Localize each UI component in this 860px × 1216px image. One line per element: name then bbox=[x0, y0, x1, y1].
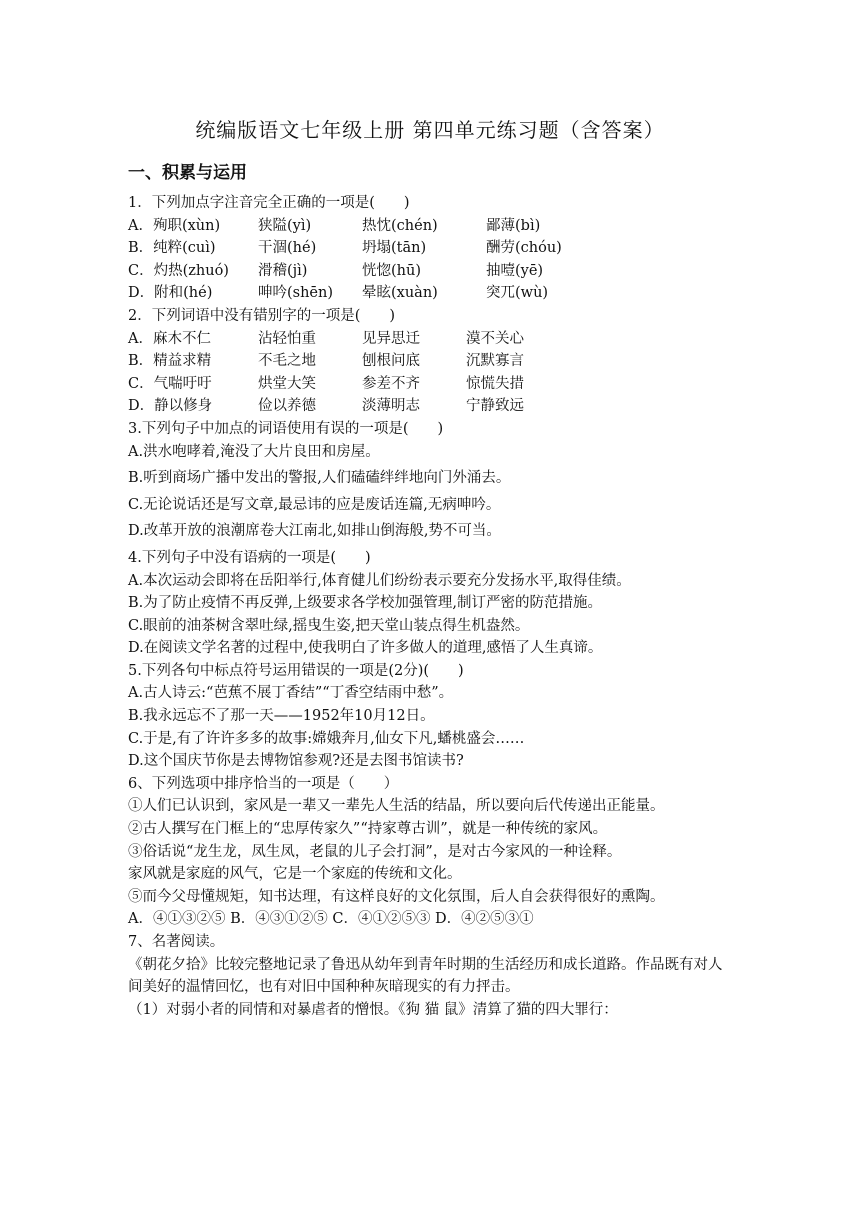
q1-b-2: 干涸(hé) bbox=[258, 240, 317, 257]
page-title: 统编版语文七年级上册 第四单元练习题（含答案） bbox=[195, 118, 665, 142]
q2-a-1: A．麻木不仁 bbox=[128, 330, 211, 347]
q2-d-4: 宁静致远 bbox=[466, 398, 524, 415]
q7-paragraph: 《朝花夕拾》比较完整地记录了鲁迅从幼年到青年时期的生活经历和成长道路。作品既有对人间美好的温情回忆，也有对旧中国种种灰暗现实的有力抨击。 bbox=[128, 956, 723, 996]
q1-d-4: 突兀(wù) bbox=[486, 285, 549, 302]
q5-option-a: A.古人诗云:“芭蕉不展丁香结”“丁香空结雨中愁”。 bbox=[128, 685, 454, 702]
q3-option-b: B.听到商场广播中发出的警报,人们磕磕绊绊地向门外涌去。 bbox=[128, 470, 511, 487]
q2-b-3: 刨根问底 bbox=[362, 353, 420, 370]
q2-c-2: 烘堂大笑 bbox=[258, 375, 316, 392]
q2-a-3: 见异思迁 bbox=[362, 330, 420, 347]
q4-option-c: C.眼前的油茶树含翠吐绿,摇曳生姿,把天堂山装点得生机盎然。 bbox=[128, 617, 530, 634]
q1-b-3: 坍塌(tān) bbox=[362, 240, 427, 257]
q2-option-row bbox=[128, 350, 736, 373]
q5-option-c: C.于是,有了许许多多的故事:嫦娥奔月,仙女下凡,蟠桃盛会…… bbox=[128, 730, 525, 747]
q1-b-4: 酬劳(chóu) bbox=[486, 240, 562, 257]
question-6-stem: 6、下列选项中排序恰当的一项是（ ） bbox=[128, 775, 399, 792]
q2-c-4: 惊慌失措 bbox=[466, 375, 524, 392]
q2-d-3: 淡薄明志 bbox=[362, 398, 420, 415]
q6-options: A．④①③②⑤ B．④③①②⑤ C．④①②⑤③ D．④②⑤③① bbox=[128, 911, 534, 928]
question-1-stem: 1．下列加点字注音完全正确的一项是( ) bbox=[128, 195, 410, 211]
q6-sentence-2: ②古人撰写在门框上的“忠厚传家久”“持家尊古训”，就是一种传统的家风。 bbox=[128, 821, 608, 838]
q2-a-2: 沾轻怕重 bbox=[258, 330, 316, 347]
question-2-stem: 2．下列词语中没有错别字的一项是( ) bbox=[128, 307, 396, 324]
q1-d-2: 呻吟(shēn) bbox=[258, 285, 334, 302]
question-5-stem: 5.下列各句中标点符号运用错误的一项是(2分)( ) bbox=[128, 662, 464, 679]
question-7-stem: 7、名著阅读。 bbox=[128, 934, 225, 950]
q5-option-b: B.我永远忘不了那一天——1952年10月12日。 bbox=[128, 708, 435, 725]
q1-c-4: 抽噎(yē) bbox=[486, 262, 544, 279]
q1-c-2: 滑稽(jì) bbox=[258, 262, 308, 279]
q6-sentence-4: 家风就是家庭的风气，它是一个家庭的传统和文化。 bbox=[128, 866, 462, 883]
q1-c-3: 恍惚(hū) bbox=[362, 262, 421, 279]
q4-option-b: B.为了防止疫情不再反弹,上级要求各学校加强管理,制订严密的防范措施。 bbox=[128, 595, 602, 612]
q2-option-row bbox=[128, 395, 736, 418]
q3-option-c: C.无论说话还是写文章,最忌讳的应是废话连篇,无病呻吟。 bbox=[128, 496, 501, 513]
q1-d-3: 晕眩(xuàn) bbox=[362, 285, 438, 302]
q2-b-4: 沉默寡言 bbox=[466, 353, 524, 370]
section-heading: 一、积累与运用 bbox=[128, 163, 247, 183]
question-3-stem: 3.下列句子中加点的词语使用有误的一项是( ) bbox=[128, 420, 444, 437]
q2-c-3: 参差不齐 bbox=[362, 375, 420, 392]
q7-subquestion-1: （1）对弱小者的同情和对暴虐者的憎恨。《狗 猫 鼠》清算了猫的四大罪行： bbox=[128, 1001, 618, 1018]
q1-a-3: 热忱(chén) bbox=[362, 217, 438, 234]
q2-d-2: 俭以养德 bbox=[258, 398, 316, 415]
q3-option-a: A.洪水咆哮着,淹没了大片良田和房屋。 bbox=[128, 443, 380, 460]
q1-option-row bbox=[128, 215, 736, 238]
question-4-stem: 4.下列句子中没有语病的一项是( ) bbox=[128, 549, 371, 566]
q4-option-a: A.本次运动会即将在岳阳举行,体育健儿们纷纷表示要充分发扬水平,取得佳绩。 bbox=[128, 572, 631, 589]
q2-d-1: D．静以修身 bbox=[128, 398, 213, 415]
q6-sentence-1: ①人们已认识到，家风是一辈又一辈先人生活的结晶，所以要向后代传递出正能量。 bbox=[128, 798, 665, 815]
q1-a-4: 鄙薄(bì) bbox=[486, 217, 541, 234]
q5-option-d: D.这个国庆节你是去博物馆参观?还是去图书馆读书? bbox=[128, 753, 464, 770]
question-body bbox=[128, 192, 736, 1021]
q1-d-1: D．附和(hé) bbox=[128, 285, 213, 302]
q1-option-row bbox=[128, 237, 736, 260]
q1-a-2: 狭隘(yì) bbox=[258, 217, 312, 234]
q2-b-1: B．精益求精 bbox=[128, 353, 212, 370]
q1-a-1: A．殉职(xùn) bbox=[128, 217, 221, 234]
q6-sentence-3: ③俗话说“龙生龙，凤生凤，老鼠的儿子会打洞”，是对古今家风的一种诠释。 bbox=[128, 843, 622, 860]
q1-c-1: C．灼热(zhuó) bbox=[128, 262, 229, 279]
q1-option-row bbox=[128, 282, 736, 305]
q2-b-2: 不毛之地 bbox=[258, 353, 316, 370]
q2-option-row bbox=[128, 373, 736, 396]
q2-option-row bbox=[128, 328, 736, 351]
q2-c-1: C．气喘吁吁 bbox=[128, 375, 212, 392]
q1-b-1: B．纯粹(cuì) bbox=[128, 240, 216, 257]
q2-a-4: 漠不关心 bbox=[466, 330, 524, 347]
q3-option-d: D.改革开放的浪潮席卷大江南北,如排山倒海般,势不可当。 bbox=[128, 523, 501, 540]
q4-option-d: D.在阅读文学名著的过程中,使我明白了许多做人的道理,感悟了人生真谛。 bbox=[128, 640, 603, 657]
q6-sentence-5: ⑤而今父母懂规矩，知书达理，有这样良好的文化氛围，后人自会获得很好的熏陶。 bbox=[128, 888, 665, 905]
q1-option-row bbox=[128, 260, 736, 283]
